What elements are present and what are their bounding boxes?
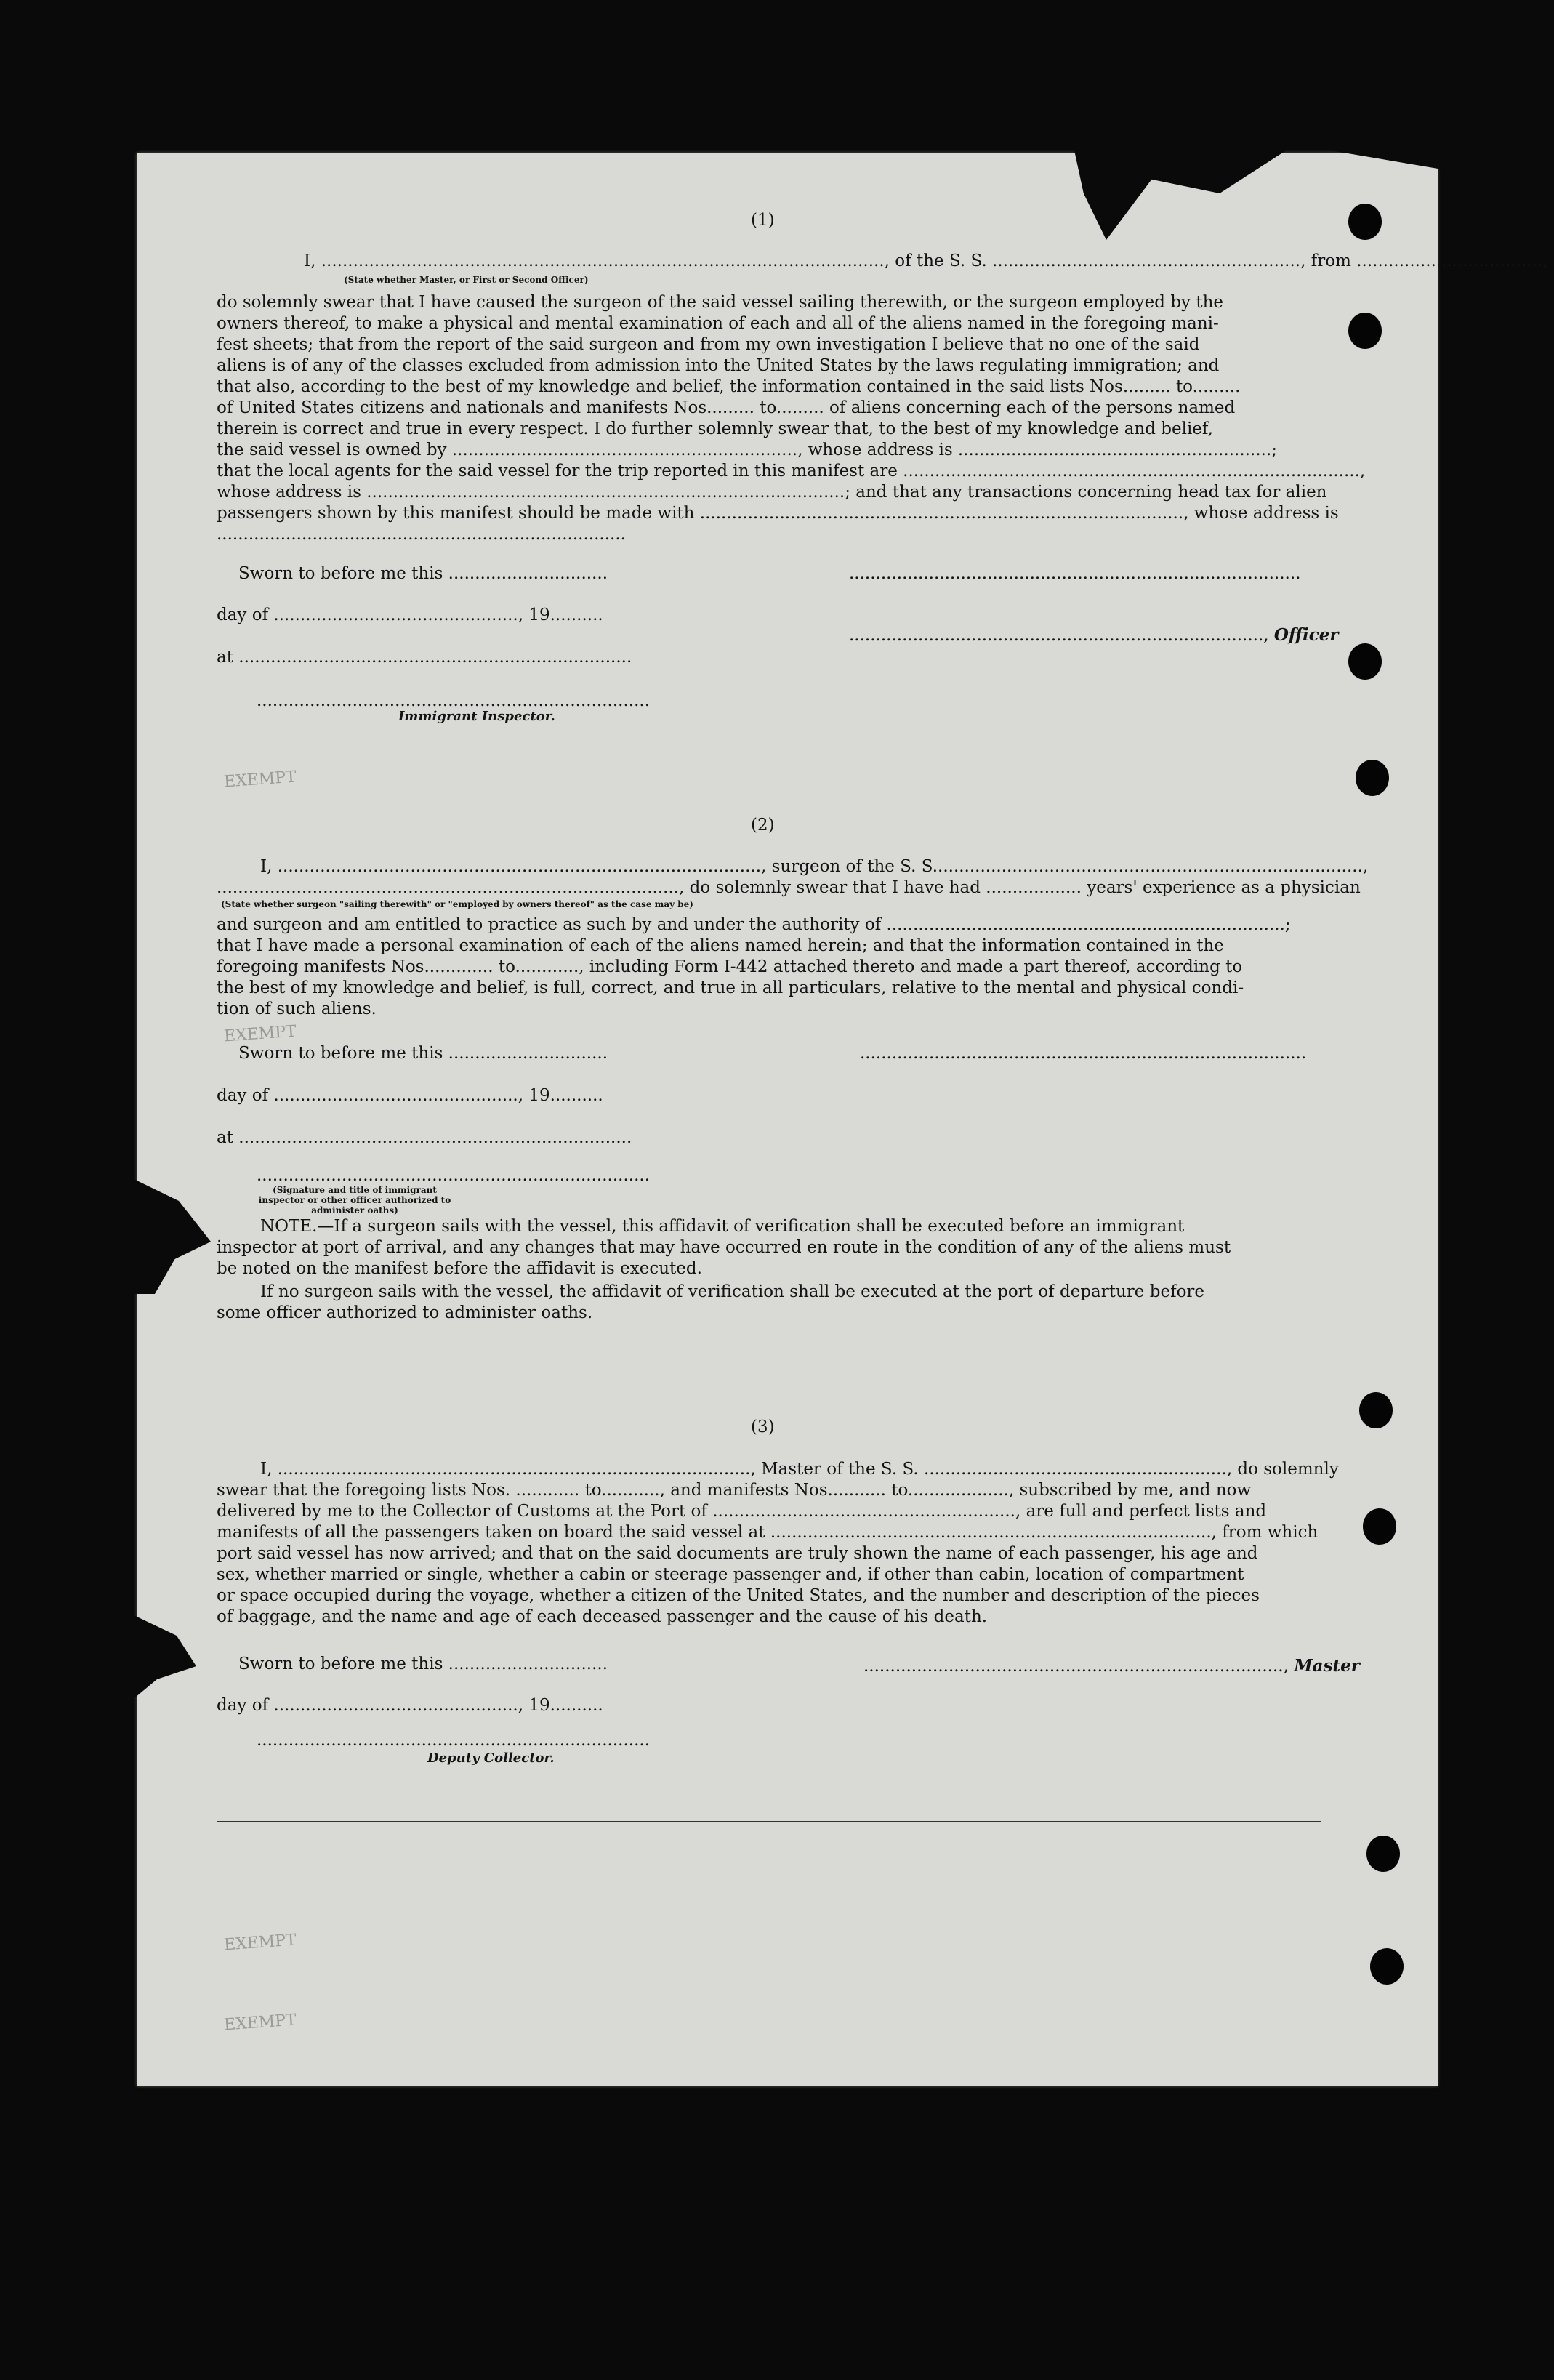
master-title: Master — [1294, 1656, 1360, 1676]
section-1-sworn-line: Sworn to before me this .............................. — [238, 564, 608, 583]
section-2-line-1: I, ..........................................................................................., surgeon of the S. S................................................................................., — [260, 857, 1369, 876]
section-3-body-line: swear that the foregoing lists Nos. ............ to..........., and manifests Nos........... to..................., subscribed by me, and now — [217, 1481, 1252, 1500]
section-3-master-line — [863, 1656, 1360, 1676]
section-1-day-line: day of .............................................., 19.......... — [217, 606, 603, 624]
section-1-body-line: that the local agents for the said vessel for the trip reported in this manifest are ......................................................................................, — [217, 462, 1366, 481]
section-2-day-line: day of .............................................., 19.......... — [217, 1086, 603, 1105]
section-3-body-line: port said vessel has now arrived; and that on the said documents are truly shown the name of each passenger, his age and — [217, 1544, 1258, 1563]
section-3-body-line: manifests of all the passengers taken on board the said vessel at ..................................................................................., from which — [217, 1523, 1319, 1542]
section-2-signature-note: (Signature and title of immigrant inspector or other officer authorized to administer oaths) — [258, 1185, 451, 1215]
bleed-through-mark: EXEMPT — [223, 1022, 297, 1046]
section-1-body-line: passengers shown by this manifest should be made with ..........................................................................................., whose address is — [217, 504, 1339, 523]
section-2-body-line: foregoing manifests Nos............. to............, including Form I-442 attached thereto and made a part thereof, according to — [217, 957, 1243, 976]
section-3-body-line: delivered by me to the Collector of Customs at the Port of ........................................................., are full and perfect lists and — [217, 1502, 1267, 1521]
note-line: some officer authorized to administer oaths. — [217, 1303, 593, 1322]
section-1-body-line: ............................................................................. — [217, 525, 626, 544]
binder-hole — [1348, 204, 1382, 240]
immigrant-inspector-title: Immigrant Inspector. — [398, 709, 555, 724]
section-2-inspector-signature-dots: .......................................................................... — [257, 1166, 651, 1185]
section-3-day-line: day of .............................................., 19.......... — [217, 1696, 603, 1715]
note-line: be noted on the manifest before the affidavit is executed. — [217, 1259, 702, 1278]
binder-hole — [1363, 1508, 1396, 1545]
manifest-affidavit-page — [137, 153, 1548, 2086]
note-line: If no surgeon sails with the vessel, the affidavit of verification shall be executed at the port of departure before — [260, 1282, 1205, 1301]
section-2-at-line: at .......................................................................... — [217, 1128, 632, 1147]
section-1-body-line: the said vessel is owned by ................................................................., whose address is ...........................................................; — [217, 441, 1278, 459]
section-1-officer-signature-dots: ..................................................................................... — [849, 564, 1301, 583]
binder-hole — [1348, 313, 1382, 349]
binder-hole — [1370, 1948, 1404, 1985]
section-2-line-2: ......................................................................................., do solemnly swear that I have had .................. years' experience as a physician — [217, 878, 1361, 897]
section-3-master-dots: ..............................................................................., — [863, 1657, 1295, 1676]
note-line: inspector at port of arrival, and any changes that may have occurred en route in the condition of any of the aliens must — [217, 1238, 1231, 1257]
section-1-officer-field: I, .........................................................................................................., of the S. S. — [304, 252, 993, 270]
section-1-officer-dots: .............................................................................., — [849, 626, 1274, 645]
binder-hole — [1356, 760, 1389, 796]
section-1-at-line: at .......................................................................... — [217, 648, 632, 667]
binder-hole — [1348, 643, 1382, 680]
section-1-body-line: owners thereof, to make a physical and mental examination of each and all of the aliens named in the foregoing mani- — [217, 314, 1219, 333]
section-2-body-line: that I have made a personal examination of each of the aliens named herein; and that the information contained in the — [217, 936, 1224, 955]
section-2-number: (2) — [751, 816, 775, 835]
section-2-body-line: and surgeon and am entitled to practice as such by and under the authority of ...........................................................................; — [217, 915, 1291, 934]
section-2-surgeon-note: (State whether surgeon "sailing therewith" or "employed by owners thereof" as the case may be) — [221, 899, 693, 909]
section-3-body-line: or space occupied during the voyage, whether a citizen of the United States, and the number and description of the pieces — [217, 1586, 1260, 1605]
section-3-body-line: sex, whether married or single, whether a cabin or steerage passenger and, if other than cabin, location of compartment — [217, 1565, 1244, 1584]
section-3-number: (3) — [751, 1418, 775, 1436]
section-2-body-line: tion of such aliens. — [217, 1000, 377, 1018]
section-3-body-line: of baggage, and the name and age of each deceased passenger and the cause of his death. — [217, 1607, 988, 1626]
section-1-body-line: aliens is of any of the classes excluded from admission into the United States by the laws regulating immigration; and — [217, 356, 1220, 375]
bleed-through-mark: EXEMPT — [223, 768, 297, 792]
section-1-body-line: therein is correct and true in every respect. I do further solemnly swear that, to the best of my knowledge and belief, — [217, 419, 1213, 438]
section-1-oath-line — [304, 251, 1547, 271]
section-3-collector-signature-dots: .......................................................................... — [257, 1731, 651, 1750]
section-1-master-note: (State whether Master, or First or Second Officer) — [344, 275, 589, 285]
section-1-body-line: do solemnly swear that I have caused the surgeon of the said vessel sailing therewith, or the surgeon employed by the — [217, 293, 1224, 312]
section-1-body-line: whose address is ..........................................................................................; and that any transactions concerning head tax for alien — [217, 483, 1327, 502]
binder-hole — [1359, 1392, 1393, 1428]
note-line: NOTE.—If a surgeon sails with the vessel, this affidavit of verification shall be executed before an immigrant — [260, 1217, 1185, 1236]
section-2-body-line: the best of my knowledge and belief, is full, correct, and true in all particulars, relative to the mental and physical condi- — [217, 978, 1244, 997]
section-1-body-line: that also, according to the best of my knowledge and belief, the information contained in the said lists Nos......... to......... — [217, 377, 1241, 396]
section-3-sworn-line: Sworn to before me this .............................. — [238, 1655, 608, 1673]
section-3-body-line: I, ........................................................................................., Master of the S. S. ........................................................., do solemnly — [260, 1460, 1339, 1479]
section-2-sworn-line: Sworn to before me this .............................. — [238, 1044, 608, 1063]
section-1-officer-line — [849, 625, 1338, 646]
section-1-inspector-signature-dots: .......................................................................... — [257, 691, 651, 710]
footer-rule — [217, 1821, 1321, 1822]
bleed-through-mark: EXEMPT — [223, 2011, 297, 2035]
deputy-collector-title: Deputy Collector. — [427, 1750, 555, 1766]
bleed-through-mark: EXEMPT — [223, 1931, 297, 1955]
binder-hole — [1366, 1836, 1400, 1872]
section-1-body-line: fest sheets; that from the report of the said surgeon and from my own investigation I believe that no one of the said — [217, 335, 1200, 354]
section-1-number: (1) — [751, 211, 775, 230]
section-2-surgeon-signature-dots: .................................................................................... — [860, 1044, 1307, 1063]
section-1-vessel-from-field: .........................................................., from ..................................., — [992, 252, 1548, 270]
section-1-body-line: of United States citizens and nationals and manifests Nos......... to......... of aliens concerning each of the persons named — [217, 398, 1236, 417]
officer-title: Officer — [1273, 625, 1339, 645]
